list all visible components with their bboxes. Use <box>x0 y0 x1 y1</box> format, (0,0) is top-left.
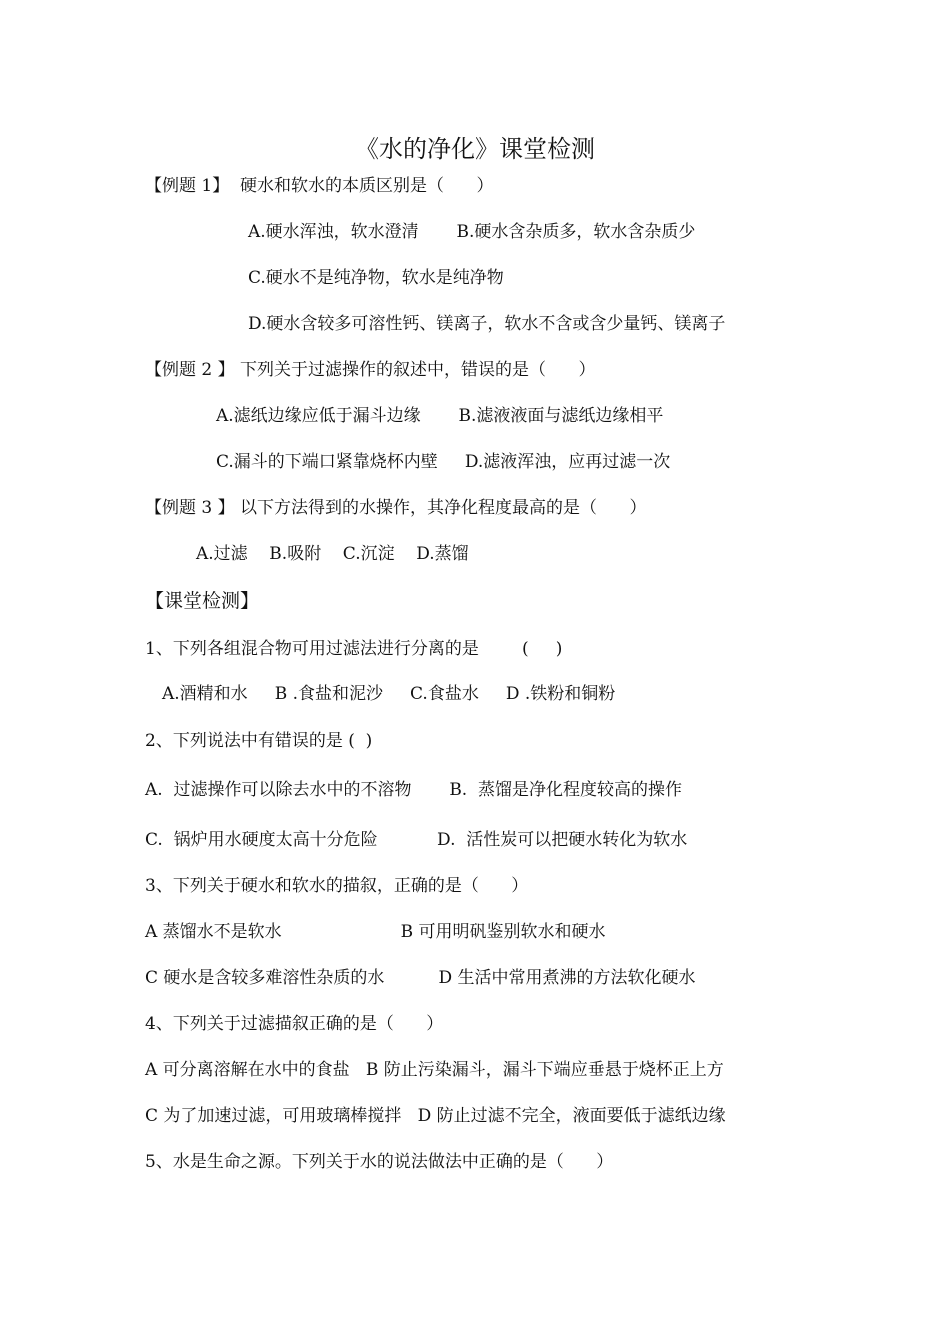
question-3-options-ab: A 蒸馏水不是软水 B 可用明矾鉴别软水和硬水 <box>145 922 606 942</box>
question-3-options-cd: C 硬水是含较多难溶性杂质的水 D 生活中常用煮沸的方法软化硬水 <box>145 968 696 988</box>
example-2-options-cd: C.漏斗的下端口紧靠烧杯内壁 D.滤液浑浊，应再过滤一次 <box>216 452 671 472</box>
question-3-stem: 3、下列关于硬水和软水的描叙，正确的是（ ） <box>145 876 529 896</box>
question-2-stem: 2、下列说法中有错误的是 ( ) <box>145 731 373 751</box>
question-1-options: A.酒精和水 B .食盐和泥沙 C.食盐水 D .铁粉和铜粉 <box>162 684 616 704</box>
question-5-stem: 5、水是生命之源。下列关于水的说法做法中正确的是（ ） <box>145 1152 614 1172</box>
question-4-options-ab: A 可分离溶解在水中的食盐 B 防止污染漏斗，漏斗下端应垂悬于烧杯正上方 <box>145 1060 724 1080</box>
example-2-stem: 【例题 2 】 下列关于过滤操作的叙述中，错误的是（ ） <box>145 360 596 380</box>
example-3-options: A.过滤 B.吸附 C.沉淀 D.蒸馏 <box>196 544 469 564</box>
question-2-options-ab: A. 过滤操作可以除去水中的不溶物 B. 蒸馏是净化程度较高的操作 <box>145 780 683 800</box>
example-1-stem: 【例题 1】 硬水和软水的本质区别是（ ） <box>145 176 494 196</box>
example-1-options-ab: A.硬水浑浊，软水澄清 B.硬水含杂质多，软水含杂质少 <box>248 222 696 242</box>
example-2-options-ab: A.滤纸边缘应低于漏斗边缘 B.滤液液面与滤纸边缘相平 <box>216 406 664 426</box>
question-4-stem: 4、下列关于过滤描叙正确的是（ ） <box>145 1014 444 1034</box>
example-1-option-c: C.硬水不是纯净物，软水是纯净物 <box>248 268 504 288</box>
page-title: 《水的净化》课堂检测 <box>355 135 595 163</box>
question-1-stem: 1、下列各组混合物可用过滤法进行分离的是 ( ) <box>145 639 563 659</box>
question-2-options-cd: C. 锅炉用水硬度太高十分危险 D. 活性炭可以把硬水转化为软水 <box>145 830 688 850</box>
example-1-option-d: D.硬水含较多可溶性钙、镁离子，软水不含或含少量钙、镁离子 <box>248 314 726 334</box>
question-4-options-cd: C 为了加速过滤，可用玻璃棒搅拌 D 防止过滤不完全，液面要低于滤纸边缘 <box>145 1106 726 1126</box>
example-3-stem: 【例题 3 】 以下方法得到的水操作，其净化程度最高的是（ ） <box>145 498 647 518</box>
section-heading: 【课堂检测】 <box>145 590 260 612</box>
